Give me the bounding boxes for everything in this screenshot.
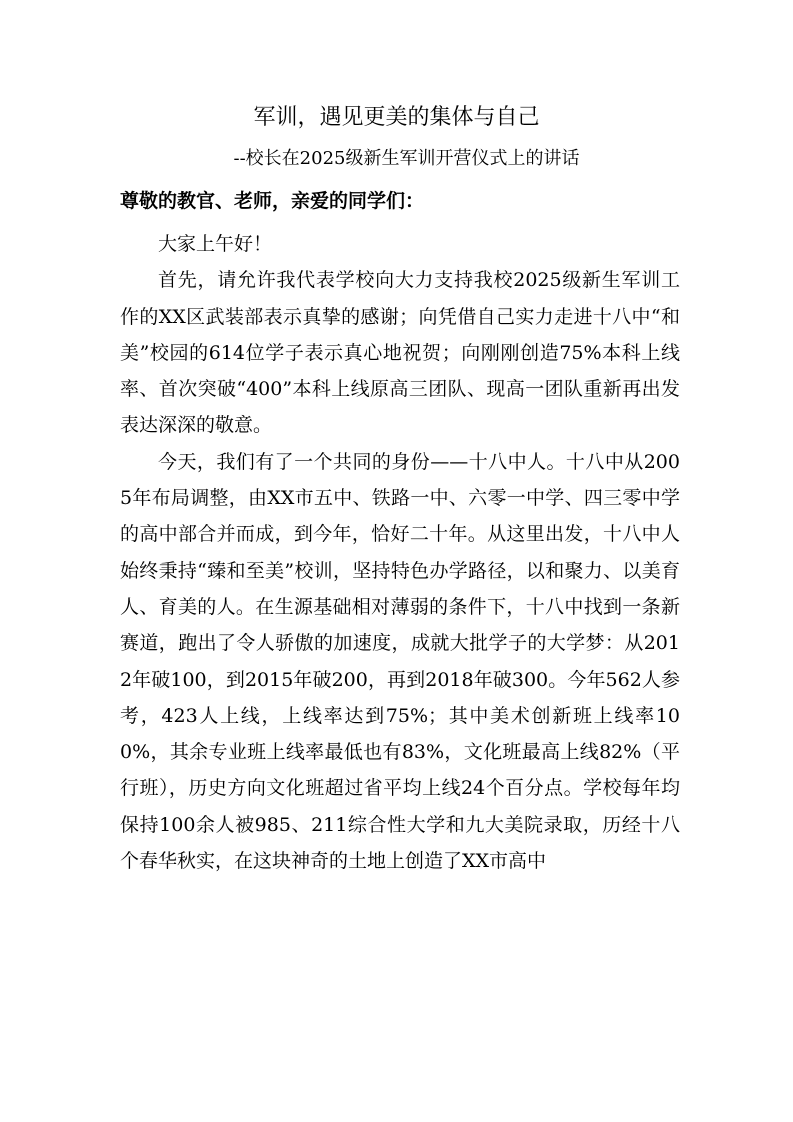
document-title: 军训，遇见更美的集体与自己 [253,105,540,130]
paragraph-thanks: 首先，请允许我代表学校向大力支持我校2025级新生军训工作的XX区武装部表示真挚的感谢；向凭借自己实力走进十八中“和美”校园的614位学子表示真心地祝贺；向刚刚创造75%本科上线率、首次突破“400”本科上线原高三团队、现高一团队重新再出发表达深深的敬意。 [120,269,680,437]
paragraph-history: 今天，我们有了一个共同的身份——十八中人。十八中从2005年布局调整，由XX市五中、铁路一中、六零一中学、四三零中学的高中部合并而成，到今年，恰好二十年。从这里出发，十八中人始终秉持“臻和至美”校训，坚持特色办学路径，以和聚力、以美育人、育美的人。在生源基础相对薄弱的条件下，十八中找到一条新赛道，跑出了令人骄傲的加速度，成就大批学子的大学梦：从2012年破100，到2015年破200，再到2018年破300。今年562人参考，423人上线，上线率达到75%；其中美术创新班上线率100%，其余专业班上线率最低也有83%，文化班最高上线82%（平行班），历史方向文化班超过省平均上线24个百分点。学校每年均保持100余人被985、211综合性大学和九大美院录取，历经十八个春华秋实，在这块神奇的土地上创造了XX市高中 [120,450,680,873]
paragraph-greeting: 大家上午好！ [158,233,273,255]
salutation: 尊敬的教官、老师，亲爱的同学们： [120,190,425,212]
document-subtitle: --校长在2025级新生军训开营仪式上的讲话 [233,148,580,169]
document-body [120,226,680,879]
